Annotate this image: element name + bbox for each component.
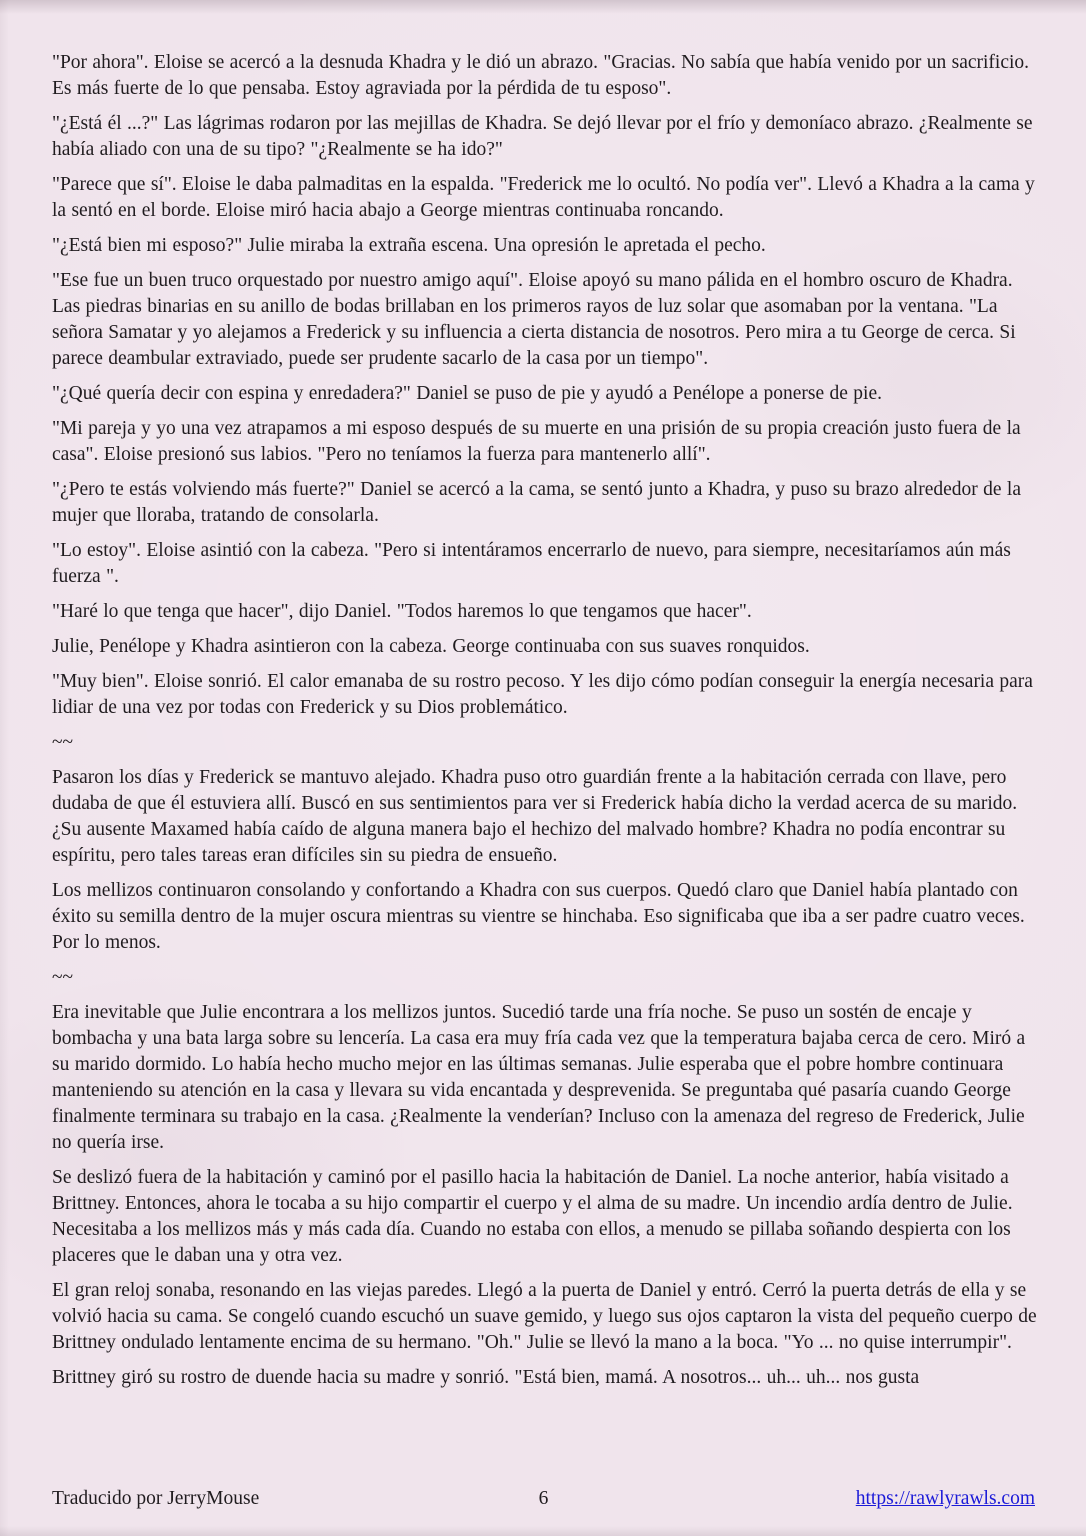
footer-link[interactable]: https://rawlyrawls.com: [855, 1488, 1035, 1509]
paragraph: Brittney giró su rostro de duende hacia su madre y sonrió. "Está bien, mamá. A nosotros... uh... uh... nos gusta: [52, 1367, 920, 1388]
paragraph: "¿Está bien mi esposo?" Julie miraba la extraña escena. Una opresión le apretada el pecho.: [52, 235, 766, 256]
paragraph: Se deslizó fuera de la habitación y caminó por el pasillo hacia la habitación de Daniel. La noche anterior, había visitado a Brittney. Entonces, ahora le tocaba a su hijo compartir el cuerpo y el alma de su madre. Un incendio ardía dentro de Julie. Necesitaba a los mellizos más y más cada día. Cuando no estaba con ellos, a menudo se pillaba soñando despierta con los placeres que le daban una y otra vez.: [52, 1167, 1013, 1266]
paragraph: El gran reloj sonaba, resonando en las viejas paredes. Llegó a la puerta de Daniel y entró. Cerró la puerta detrás de ella y se volvió hacia su cama. Se congeló cuando escuchó un suave gemido, y luego sus ojos captaron la vista del pequeño cuerpo de Brittney ondulado lentamente encima de su hermano. "Oh." Julie se llevó la mano a la boca. "Yo ... no quise interrumpir".: [52, 1280, 1037, 1353]
paragraph: "Ese fue un buen truco orquestado por nuestro amigo aquí". Eloise apoyó su mano pálida en el hombro oscuro de Khadra. Las piedras binarias en su anillo de bodas brillaban en los primeros rayos de luz solar que asomaban por la ventana. "La señora Samatar y yo alejamos a Frederick y su influencia a cierta distancia de nosotros. Pero mira a tu George de cerca. Si parece deambular extraviado, puede ser prudente sacarlo de la casa por un tiempo".: [52, 270, 1016, 369]
paragraph: "Mi pareja y yo una vez atrapamos a mi esposo después de su muerte en una prisión de su propia creación justo fuera de la casa". Eloise presionó sus labios. "Pero no teníamos la fuerza para mantenerlo allí".: [52, 418, 1021, 465]
paragraph: "Muy bien". Eloise sonrió. El calor emanaba de su rostro pecoso. Y les dijo cómo podían conseguir la energía necesaria para lidiar de una vez por todas con Frederick y su Dios problemático.: [52, 671, 1033, 718]
paragraph: "Por ahora". Eloise se acercó a la desnuda Khadra y le dió un abrazo. "Gracias. No sabía que había venido por un sacrificio. Es más fuerte de lo que pensaba. Estoy agraviada por la pérdida de tu esposo".: [52, 52, 1030, 99]
paragraph: "¿Pero te estás volviendo más fuerte?" Daniel se acercó a la cama, se sentó junto a Khadra, y puso su brazo alrededor de la mujer que lloraba, tratando de consolarla.: [52, 479, 1021, 526]
paragraph: Pasaron los días y Frederick se mantuvo alejado. Khadra puso otro guardián frente a la habitación cerrada con llave, pero dudaba de que él estuviera allí. Buscó en sus sentimientos para ver si Frederick había dicho la verdad acerca de su marido. ¿Su ausente Maxamed había caído de alguna manera bajo el hechizo del malvado hombre? Khadra no podía encontrar su espíritu, pero tales tareas eran difíciles sin su piedra de ensueño.: [52, 767, 1018, 866]
page-text: [52, 50, 1037, 1400]
paragraph: Julie, Penélope y Khadra asintieron con la cabeza. George continuaba con sus suaves ronquidos.: [52, 636, 810, 657]
paragraph: "Lo estoy". Eloise asintió con la cabeza. "Pero si intentáramos encerrarlo de nuevo, para siempre, necesitaríamos aún más fuerza ".: [52, 540, 1011, 587]
paragraph: "¿Qué quería decir con espina y enredadera?" Daniel se puso de pie y ayudó a Penélope a ponerse de pie.: [52, 383, 882, 404]
footer-translator: Traducido por JerryMouse: [52, 1488, 260, 1509]
paragraph: "Parece que sí". Eloise le daba palmaditas en la espalda. "Frederick me lo ocultó. No podía ver". Llevó a Khadra a la cama y la sentó en el borde. Eloise miró hacia abajo a George mientras continuaba roncando.: [52, 174, 1035, 221]
section-separator: ~~: [52, 732, 74, 753]
page-footer: [52, 1486, 1035, 1512]
paragraph: Los mellizos continuaron consolando y confortando a Khadra con sus cuerpos. Quedó claro que Daniel había plantado con éxito su semilla dentro de la mujer oscura mientras su vientre se hinchaba. Eso significaba que iba a ser padre cuatro veces. Por lo menos.: [52, 880, 1025, 953]
page-number: 6: [538, 1488, 549, 1509]
section-separator: ~~: [52, 967, 74, 988]
paragraph: Era inevitable que Julie encontrara a los mellizos juntos. Sucedió tarde una fría noche. Se puso un sostén de encaje y bombacha y una bata larga sobre su lencería. La casa era muy fría cada vez que la temperatura bajaba cerca de cero. Miró a su marido dormido. Lo había hecho mucho mejor en las últimas semanas. Julie esperaba que el pobre hombre continuara manteniendo su atención en la casa y llevara su vida encantada y desprevenida. Se preguntaba qué pasaría cuando George finalmente terminara su trabajo en la casa. ¿Realmente la venderían? Incluso con la amenaza del regreso de Frederick, Julie no quería irse.: [52, 1002, 1026, 1153]
paragraph: "¿Está él ...?" Las lágrimas rodaron por las mejillas de Khadra. Se dejó llevar por el frío y demoníaco abrazo. ¿Realmente se había aliado con una de su tipo? "¿Realmente se ha ido?": [52, 113, 1033, 160]
paragraph: "Haré lo que tenga que hacer", dijo Daniel. "Todos haremos lo que tengamos que hacer".: [52, 601, 752, 622]
